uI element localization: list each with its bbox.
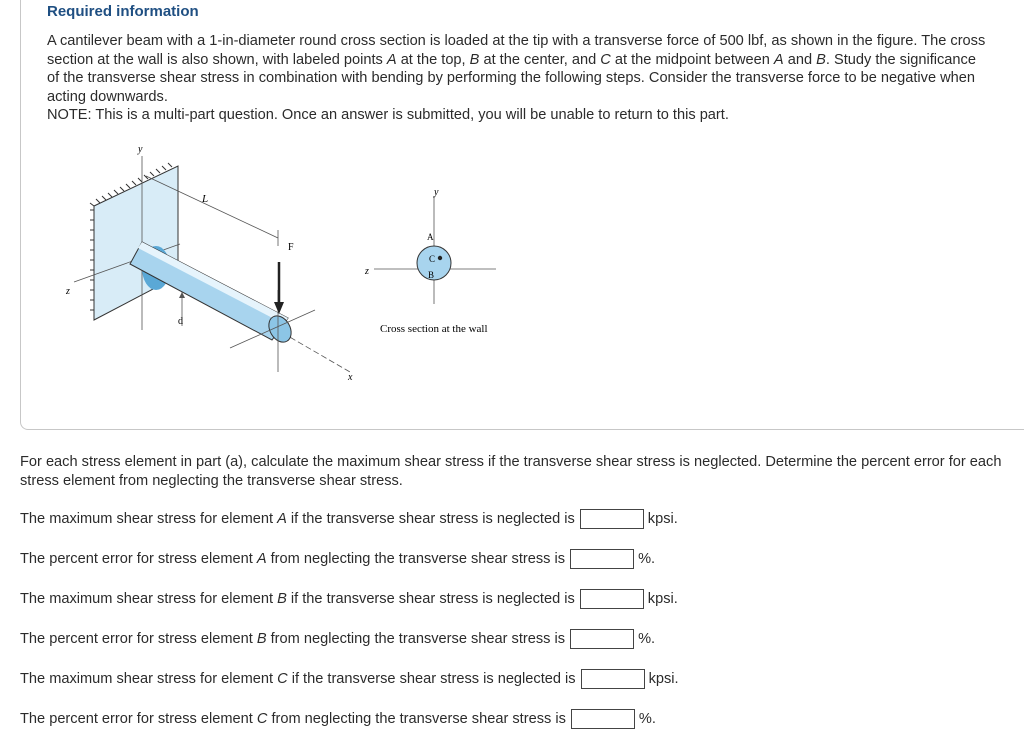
- required-info-title: Required information: [47, 3, 199, 20]
- answer-input-A-percent-error[interactable]: [570, 549, 634, 569]
- label-x-beam: x: [348, 372, 353, 383]
- answer-label: The maximum shear stress for element C if the transverse shear stress is neglected is: [20, 671, 576, 687]
- label-y-beam: y: [138, 144, 143, 155]
- label-y-section: y: [434, 187, 439, 198]
- answer-row-B-percent-error: [20, 627, 655, 651]
- answer-input-B-percent-error[interactable]: [570, 629, 634, 649]
- answer-row-C-percent-error: [20, 707, 656, 731]
- answer-label: The maximum shear stress for element B if the transverse shear stress is neglected is: [20, 591, 575, 607]
- answer-row-A-max-shear: [20, 507, 678, 531]
- unit-label: %.: [638, 631, 656, 647]
- answer-input-A-max-shear[interactable]: [580, 509, 644, 529]
- answer-row-A-percent-error: [20, 547, 655, 571]
- answer-label: The percent error for stress element C from neglecting the transverse shear stress is: [20, 711, 566, 727]
- beam: [130, 242, 296, 346]
- unit-label: kpsi.: [647, 591, 678, 607]
- answer-input-C-max-shear[interactable]: [581, 669, 645, 689]
- unit-label: %.: [638, 711, 656, 727]
- answer-row-B-max-shear: [20, 587, 678, 611]
- unit-label: kpsi.: [647, 511, 678, 527]
- answer-label: The percent error for stress element B from neglecting the transverse shear stress is: [20, 631, 566, 647]
- answer-label: The percent error for stress element A from neglecting the transverse shear stress is: [20, 551, 566, 567]
- label-A: A: [427, 232, 434, 242]
- label-C: C: [429, 254, 436, 264]
- label-z-beam: z: [66, 286, 70, 297]
- problem-paragraph: A cantilever beam with a 1-in-diameter round cross section is loaded at the tip with a transverse force of 500 lbf, as shown in the figure. The cross section at the wall is also shown, with labeled points A at the top, B at the center, and C at the midpoint between A and B. Study the significance of the transverse shear stress in combination with bending by performing the following steps. Consider the transverse force to be negative when acting downwards.: [47, 33, 986, 105]
- point-C-dot: [438, 256, 442, 260]
- cantilever-figure: [60, 140, 520, 390]
- answer-input-B-max-shear[interactable]: [580, 589, 644, 609]
- answer-row-C-max-shear: [20, 667, 679, 691]
- label-L: L: [202, 193, 209, 205]
- wall: [90, 163, 178, 320]
- answer-input-C-percent-error[interactable]: [571, 709, 635, 729]
- unit-label: kpsi.: [648, 671, 679, 687]
- problem-note: NOTE: This is a multi-part question. Once an answer is submitted, you will be unable to return to this part.: [47, 107, 729, 123]
- question-text: For each stress element in part (a), calculate the maximum shear stress if the transverse shear stress is neglected. Determine the percent error for each stress element from neglecting the transverse shear stress.: [20, 454, 1002, 489]
- answer-label: The maximum shear stress for element A if the transverse shear stress is neglected is: [20, 511, 575, 527]
- problem-statement: [47, 32, 992, 125]
- label-z-section: z: [365, 266, 369, 277]
- unit-label: %.: [638, 551, 656, 567]
- cross-section: [364, 187, 496, 335]
- label-F: F: [288, 242, 294, 253]
- label-d: d: [178, 316, 183, 327]
- label-B: B: [428, 270, 435, 280]
- section-caption: Cross section at the wall: [380, 323, 488, 335]
